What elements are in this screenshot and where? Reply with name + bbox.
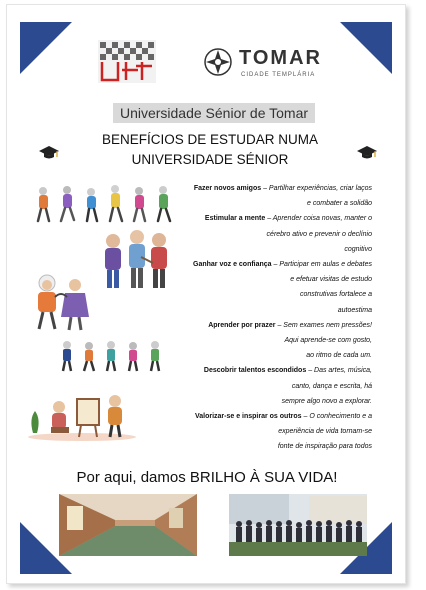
benefit-6-line-2 xyxy=(177,424,372,439)
tagline: Por aqui, damos BRILHO À SUA VIDA! xyxy=(76,469,338,486)
benefit-2-line-3 xyxy=(177,242,372,257)
tomar-logo-subtitle: CIDADE TEMPLÁRIA xyxy=(241,72,316,78)
benefit-6-line-3 xyxy=(177,439,372,454)
benefit-desc: – Partilhar experiências, criar laços xyxy=(263,185,372,192)
tomar-logo-word: TOMAR xyxy=(239,47,322,69)
benefit-desc: sempre algo novo a explorar. xyxy=(281,397,372,405)
benefit-desc: cérebro ativo e prevenir o declínio xyxy=(266,230,372,238)
benefit-2-line-2 xyxy=(177,227,372,242)
exercising-seniors-illustration xyxy=(59,339,175,373)
benefit-title: Estimular a mente xyxy=(204,215,266,223)
benefit-3-line-2 xyxy=(177,272,372,287)
benefit-desc: cognitivo xyxy=(344,245,372,253)
benefit-4-line-3 xyxy=(177,348,372,363)
benefit-4-line-1 xyxy=(177,318,372,333)
benefit-desc: canto, dança e escrita, há xyxy=(291,382,372,390)
benefits-list xyxy=(177,181,372,455)
dancing-seniors-illustration xyxy=(31,183,179,225)
tomar-logo xyxy=(203,45,323,81)
benefit-title: Valorizar-se e inspirar os outros xyxy=(194,413,302,421)
corner-decoration-top-right xyxy=(340,22,392,74)
page-title xyxy=(67,130,353,170)
templar-cross-icon xyxy=(203,47,233,77)
benefit-desc: – O conhecimento e a xyxy=(303,413,372,421)
university-name: Universidade Sénior de Tomar xyxy=(113,103,315,123)
benefit-desc: e combater a solidão xyxy=(307,200,372,208)
benefit-desc: autoestima xyxy=(337,306,372,314)
benefit-3-line-1 xyxy=(177,257,372,272)
painting-seniors-illustration xyxy=(25,389,139,441)
benefit-desc: – Das artes, música, xyxy=(308,367,372,375)
benefit-desc: construtivas fortalece a xyxy=(300,291,372,299)
dancing-couple-illustration xyxy=(29,273,95,333)
senior-group-illustration xyxy=(99,227,177,293)
graduation-cap-icon xyxy=(357,145,377,161)
benefit-title: Fazer novos amigos xyxy=(193,185,262,192)
benefit-3-line-3 xyxy=(177,287,372,302)
benefit-1-line-2 xyxy=(177,196,372,211)
benefit-5-line-3 xyxy=(177,394,372,409)
benefit-5-line-1 xyxy=(177,363,372,378)
benefit-3-line-4 xyxy=(177,303,372,318)
benefit-title: Aprender por prazer xyxy=(208,321,276,329)
benefit-title: Ganhar voz e confiança xyxy=(193,261,272,269)
benefit-desc: ao ritmo de cada um. xyxy=(306,352,372,360)
benefit-4-line-2 xyxy=(177,333,372,348)
title-line-1: BENEFÍCIOS DE ESTUDAR NUMA xyxy=(101,132,319,147)
benefit-desc: – Participar em aulas e debates xyxy=(273,261,372,269)
benefit-desc: e efetuar visitas de estudo xyxy=(290,276,372,284)
benefit-desc: – Sem exames nem pressões! xyxy=(277,321,372,329)
benefit-title: Descobrir talentos escondidos xyxy=(203,367,307,375)
flyer-page xyxy=(6,4,406,584)
benefit-2-line-1 xyxy=(177,211,372,226)
title-line-2: UNIVERSIDADE SÉNIOR xyxy=(131,152,289,167)
corridor-photo xyxy=(59,494,197,556)
corner-decoration-top-left xyxy=(20,22,72,74)
graduation-cap-icon xyxy=(39,145,59,161)
group-photo xyxy=(229,494,367,556)
benefit-5-line-2 xyxy=(177,379,372,394)
benefit-desc: fonte de inspiração para todos xyxy=(277,443,372,451)
benefit-desc: – Aprender coisa novas, manter o xyxy=(267,215,372,223)
benefit-desc: experiência de vida tornam-se xyxy=(278,428,372,436)
benefit-1-line-1 xyxy=(177,181,372,196)
benefit-6-line-1 xyxy=(177,409,372,424)
usti-logo xyxy=(98,40,156,83)
benefit-desc: Aqui aprende-se com gosto, xyxy=(284,337,372,345)
